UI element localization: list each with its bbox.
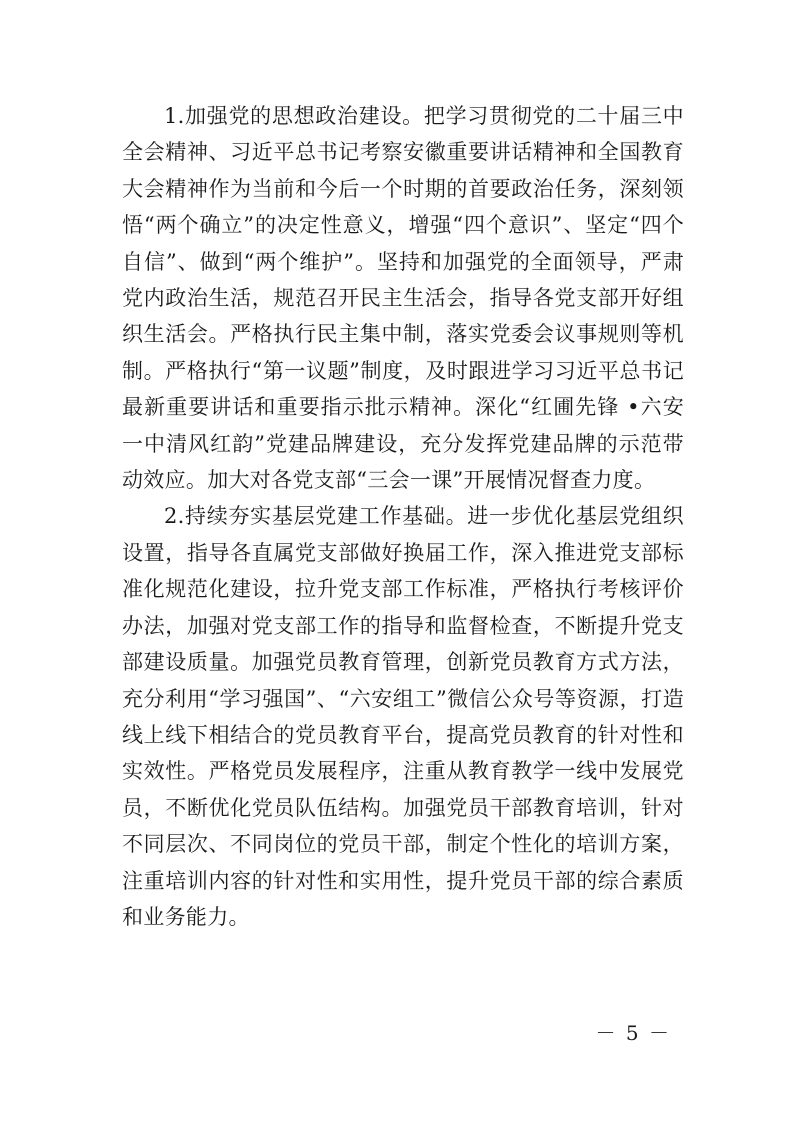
paragraph-party-ideology: 1.加强党的思想政治建设。把学习贯彻党的二十届三中全会精神、习近平总书记考察安徽重要讲话精神和全国教育大会精神作为当前和今后一个时期的首要政治任务，深刻领悟“两个确立”的决定性意义，增强“四个意识”、坚定“四个自信”、做到“两个维护”。坚持和加强党的全面领导，严肃党内政治生活，规范召开民主生活会，指导各党支部开好组织生活会。严格执行民主集中制，落实党委会议事规则等机制。严格执行“第一议题”制度，及时跟进学习习近平总书记最新重要讲话和重要指示批示精神。深化“红圃先锋 •六安一中清风红韵”党建品牌建设，充分发挥党建品牌的示范带动效应。加大对各党支部“三会一课”开展情况督查力度。 [122,104,684,493]
paragraph-grassroots-foundation: 2.持续夯实基层党建工作基础。进一步优化基层党组织设置，指导各直属党支部做好换届工作，深入推进党支部标准化规范化建设，拉升党支部工作标准，严格执行考核评价办法，加强对党支部工作的指导和监督检查，不断提升党支部建设质量。加强党员教育管理，创新党员教育方式方法，充分利用“学习强国”、“六安组工”微信公众号等资源，打造线上线下相结合的党员教育平台，提高党员教育的针对性和实效性。严格党员发展程序，注重从教育教学一线中发展党员，不断优化党员队伍结构。加强党员干部教育培训，针对不同层次、不同岗位的党员干部，制定个性化的培训方案，注重培训内容的针对性和实用性，提升党员干部的综合素质和业务能力。 [122,504,684,929]
page-number: － 5 － [595,1021,671,1045]
document-body [122,98,684,935]
